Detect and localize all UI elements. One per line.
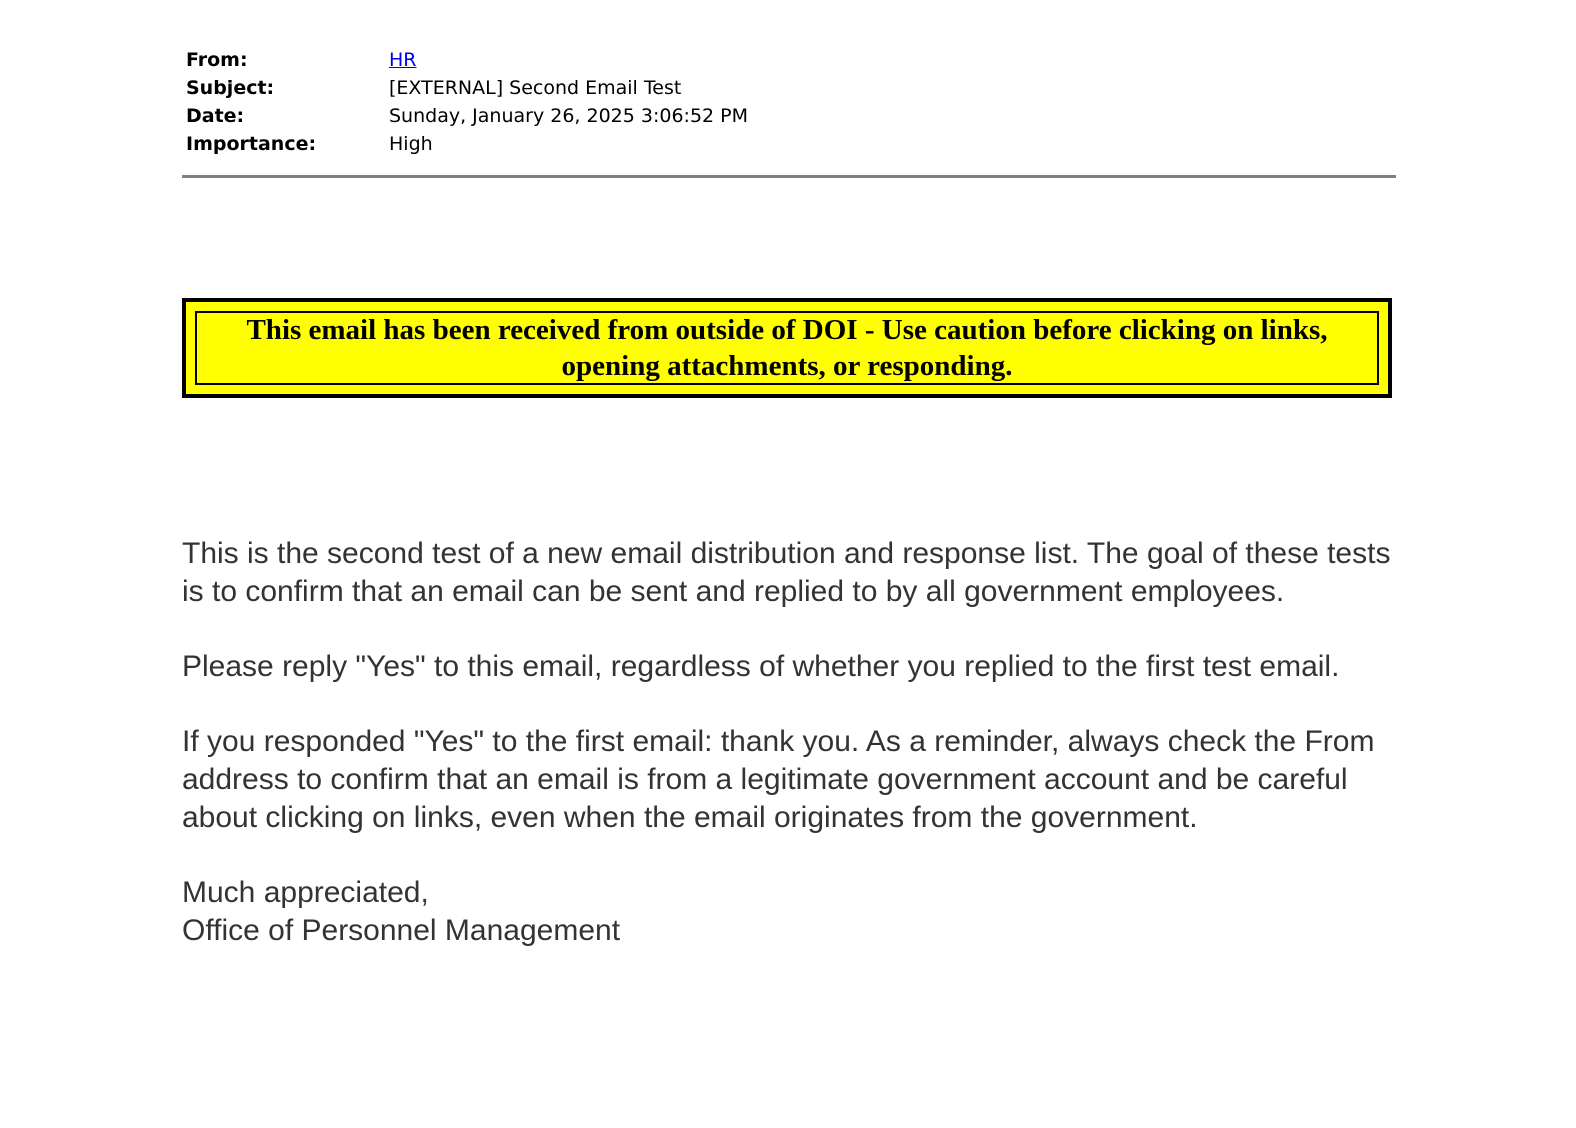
body-paragraph-3: If you responded "Yes" to the first email: thank you. As a reminder, always check the From address to confirm that an email is from a legitimate government account and be careful about clicking on links, even when the email originates from the government.	[182, 725, 1375, 834]
date-row	[186, 102, 748, 130]
from-value	[389, 46, 748, 74]
importance-value: High	[389, 133, 433, 155]
body-paragraph-2: Please reply "Yes" to this email, regardless of whether you replied to the first test email.	[182, 650, 1340, 683]
subject-row	[186, 74, 748, 102]
subject-label: Subject:	[186, 77, 275, 99]
body-paragraph-1: This is the second test of a new email distribution and response list. The goal of these tests is to confirm that an email can be sent and replied to by all government employees.	[182, 537, 1391, 608]
from-row	[186, 46, 748, 74]
header-divider	[182, 175, 1396, 178]
signature-line: Office of Personnel Management	[182, 914, 621, 947]
external-warning-text: This email has been received from outside of DOI - Use caution before clicking on links, opening attachments, or responding.	[246, 314, 1328, 382]
from-label: From:	[186, 49, 248, 71]
external-warning-banner	[182, 298, 1392, 398]
external-warning-banner-inner	[195, 311, 1379, 385]
subject-value: [EXTERNAL] Second Email Test	[389, 77, 682, 99]
importance-label: Importance:	[186, 133, 317, 155]
closing-line: Much appreciated,	[182, 876, 429, 909]
date-label: Date:	[186, 105, 245, 127]
importance-row	[186, 130, 748, 158]
email-header	[186, 46, 748, 158]
from-link[interactable]: HR	[389, 49, 417, 71]
date-value: Sunday, January 26, 2025 3:06:52 PM	[389, 105, 749, 127]
email-body	[182, 535, 1412, 950]
